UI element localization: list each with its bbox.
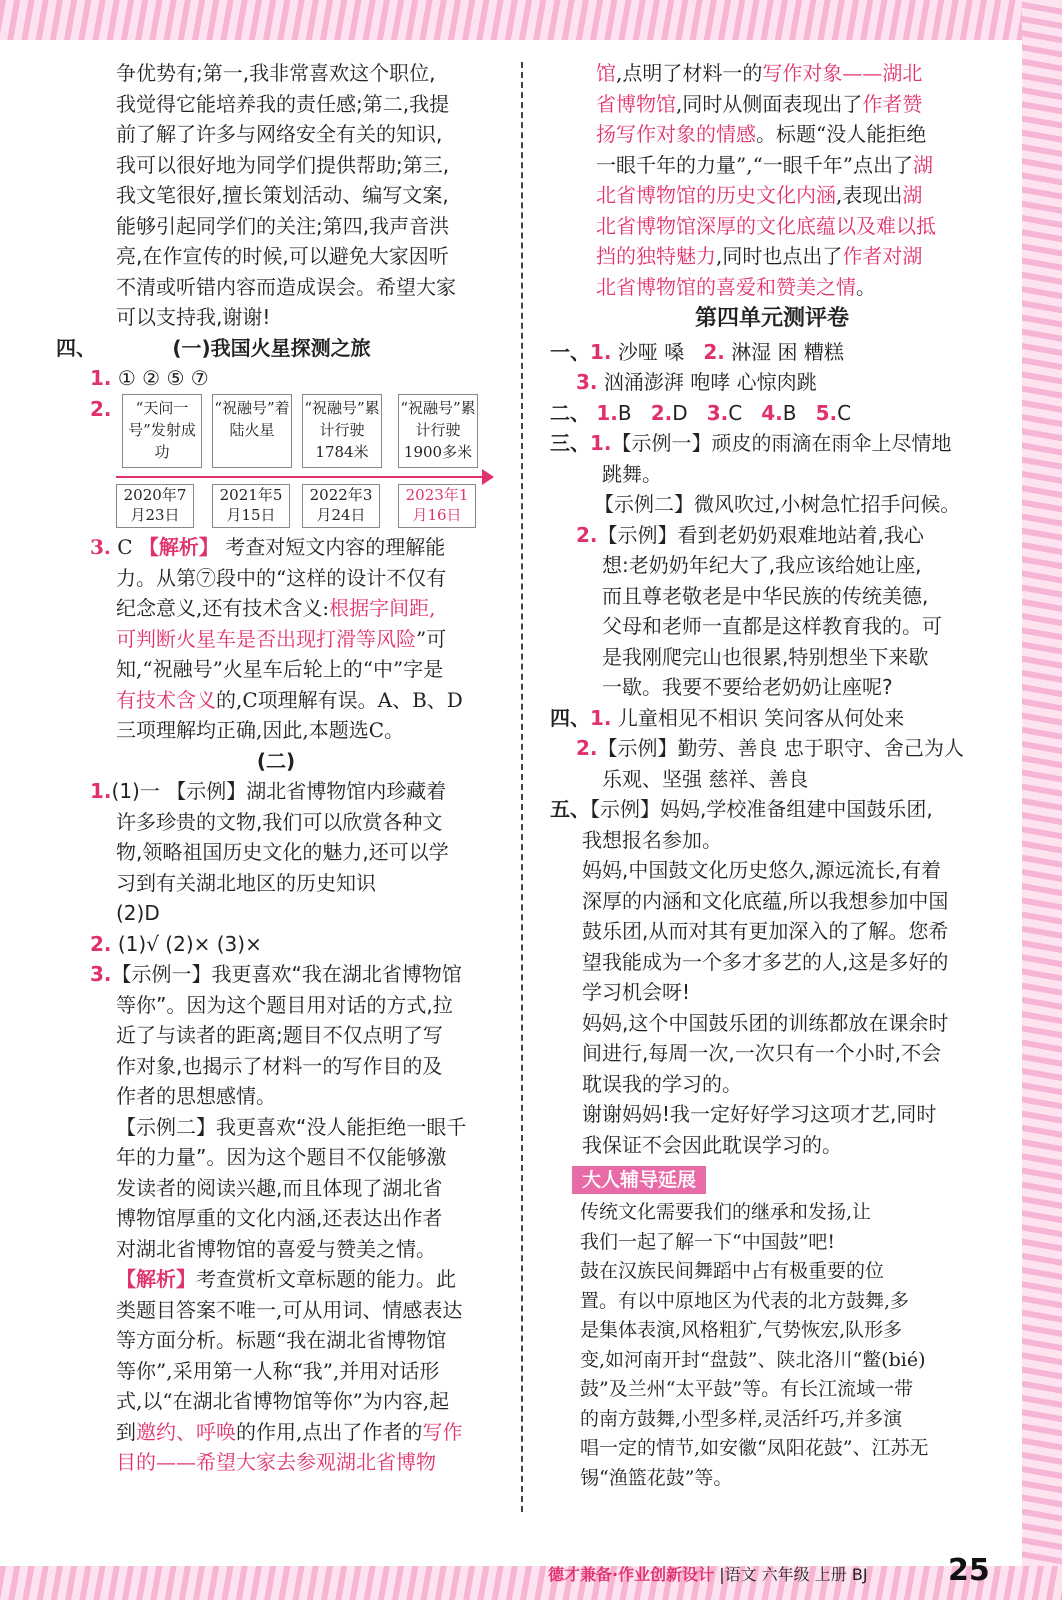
part-1 (550, 337, 994, 398)
text-line: 望我能成为一个多才多艺的人,这是多好的 (582, 949, 949, 974)
essay-continuation (56, 58, 496, 333)
text-line: (1)一 【示例】湖北省博物馆内珍藏着 (111, 779, 447, 803)
timeline-axis (116, 476, 486, 478)
section-label: 二、 (550, 400, 590, 425)
text-line: 年的力量”。因为这个题目不仅能够激 (116, 1145, 447, 1169)
text-line: 我想报名参加。 (582, 827, 722, 852)
text-line: (2)D (116, 901, 160, 925)
highlight-text: 作者对湖 (842, 244, 923, 268)
highlight-text: 目的——希望大家去参观湖北省博物 (116, 1450, 436, 1474)
timeline-event: “祝融号”累计行驶1784米 (302, 394, 382, 468)
text-line: 是集体表演,风格粗犷,气势恢宏,队形多 (580, 1319, 903, 1341)
question-number: 1. (590, 431, 612, 455)
highlight-text: 北省博物馆的历史文化内涵 (596, 183, 836, 207)
question-number: 3. (576, 370, 598, 394)
question-number: 3. (706, 400, 729, 425)
text-line: 父母和老师一直都是这样教育我的。可 (602, 614, 942, 638)
answer-b2 (56, 929, 496, 960)
analysis-tag: 【解析】 (138, 535, 219, 559)
highlight-text: 可判断火星车是否出现打滑等风险 (116, 626, 416, 651)
question-number: 3. (90, 962, 112, 986)
answer-q1 (56, 363, 496, 394)
text-line: 【示例二】微风吹过,小树急忙招手问候。 (594, 492, 961, 516)
left-column (56, 58, 496, 1478)
highlight-text: 有技术含义 (116, 687, 216, 712)
answer-b1 (56, 776, 496, 929)
part-4 (550, 703, 994, 795)
text-line: 等你”,采用第一人称“我”,并用对话形 (116, 1358, 440, 1383)
mars-timeline (116, 394, 496, 524)
arrow-right-icon (482, 469, 494, 485)
text-line: 式,以“在湖北省博物馆等你”为内容,起 (116, 1389, 450, 1413)
text-line: 考查赏析文章标题的能力。此 (196, 1267, 456, 1291)
question-number: 3. (90, 535, 111, 559)
text-line: 【示例】勤劳、善良 忠于职守、舍己为人 (597, 736, 964, 760)
text-line: 到 (116, 1419, 136, 1444)
text-line: 一眼千年的力量”,“一眼千年”点出了 (596, 152, 914, 177)
text-line: 是我刚爬完山也很累,特别想坐下来歇 (602, 644, 929, 669)
answer-b3 (56, 959, 496, 1478)
question-number: 2. (90, 396, 112, 421)
highlight-text: 北省博物馆深厚的文化底蕴以及难以抵 (596, 213, 936, 238)
highlight-text: 省博物馆 (596, 91, 676, 116)
timeline-event: “天问一号”发射成功 (122, 394, 202, 468)
text-line: 我保证不会因此耽误学习的。 (582, 1132, 842, 1157)
text-line: 鼓在汉族民间舞蹈中占有极重要的位 (580, 1260, 885, 1282)
text-line: ,点明了材料一的 (616, 61, 763, 85)
answer-text: C (837, 400, 852, 425)
answer-text: B (782, 400, 797, 425)
answer-text: 沙哑 嗓 (617, 339, 685, 364)
text-line: 对湖北省博物馆的喜爱与赞美之情。 (116, 1236, 436, 1261)
analysis-continuation (550, 58, 994, 302)
text-line: 【示例一】我更喜欢“我在湖北省博物馆 (111, 962, 462, 986)
section-label: 四、 (550, 705, 590, 730)
analysis-tag: 【解析】 (116, 1267, 196, 1291)
subsection-heading: (二) (256, 748, 296, 773)
text-line: 三项理解均正确,因此,本题选C。 (116, 718, 405, 742)
text-line: 作对象,也揭示了材料一的写作目的及 (116, 1053, 443, 1078)
text-line: 【示例一】顽皮的雨滴在雨伞上尽情地 (611, 431, 952, 455)
section-label: 四、 (56, 335, 96, 360)
question-number: 1. (590, 705, 612, 730)
footer-info: |语文 六年级 上册 BJ (719, 1565, 868, 1584)
text-line: 传统文化需要我们的继承和发扬,让 (580, 1201, 872, 1223)
page-number: 25 (948, 1553, 990, 1588)
text-line: 。 (856, 274, 876, 299)
text-line: 的作用,点出了作者的 (236, 1419, 423, 1444)
text-line: 妈妈,这个中国鼓乐团的训练都放在课余时 (582, 1010, 949, 1035)
text-line: 【示例二】我更喜欢“没人能拒绝一眼千 (116, 1114, 467, 1139)
section-title: (一)我国火星探测之旅 (172, 335, 371, 360)
timeline-date: 2022年3月24日 (302, 484, 380, 528)
highlight-text: 挡的独特魅力 (596, 244, 716, 268)
section-label: 三、 (550, 431, 590, 455)
text-line: ”可 (416, 626, 447, 651)
decorative-top-border (0, 0, 1062, 40)
highlight-text: 湖 (902, 183, 923, 207)
answer-text: ① ② ⑤ ⑦ (117, 366, 209, 390)
text-line: 。标题“没人能拒绝 (756, 122, 927, 146)
question-number: 5. (815, 400, 838, 425)
text-line: 近了与读者的距离;题目不仅点明了写 (116, 1023, 443, 1047)
question-number: 2. (703, 339, 725, 364)
timeline-date: 2021年5月15日 (212, 484, 290, 528)
text-line: 置。有以中原地区为代表的北方鼓舞,多 (580, 1289, 910, 1312)
text-line: 而且尊老敬老是中华民族的传统美德, (602, 583, 929, 608)
question-number: 2. (90, 931, 112, 956)
decorative-bottom-border (0, 1566, 1062, 1600)
part-5 (550, 794, 994, 1160)
highlight-text: 根据字间距, (329, 596, 436, 620)
text-line: 学习机会呀! (582, 980, 691, 1004)
text-line: 纪念意义,还有技术含义: (116, 596, 330, 620)
highlight-text: 扬写作对象的情感 (596, 122, 756, 146)
footer-brand: 德才兼备·作业创新设计 (548, 1565, 715, 1584)
text-line: 我们一起了解一下“中国鼓”吧! (580, 1230, 836, 1253)
highlight-text: 邀约、呼唤 (136, 1419, 236, 1444)
text-line: 我可以很好地为同学们提供帮助;第三, (116, 152, 450, 177)
text-line: 想:老奶奶年纪大了,我应该给她让座, (602, 553, 922, 577)
text-line: 考查对短文内容的理解能 (225, 535, 446, 559)
text-line: 谢谢妈妈!我一定好好学习这项才艺,同时 (582, 1102, 937, 1126)
unit-test-title: 第四单元测评卷 (694, 306, 849, 331)
text-line: 等你”。因为这个题目用对话的方式,拉 (116, 992, 453, 1017)
timeline-event: “祝融号”着陆火星 (212, 394, 292, 468)
text-line: 能够引起同学们的关注;第四,我声音洪 (116, 213, 450, 238)
page-footer (548, 1562, 868, 1585)
text-line: 鼓”及兰州“太平鼓”等。有长江流域一带 (580, 1378, 914, 1400)
text-line: 前了解了许多与网络安全有关的知识, (116, 122, 443, 146)
text-line: 锡“渔篮花鼓”等。 (580, 1466, 733, 1489)
answer-q3 (56, 532, 496, 746)
text-line: 发读者的阅读兴趣,而且体现了湖北省 (116, 1175, 443, 1200)
answer-text: 淋湿 困 糟糕 (731, 339, 844, 364)
question-number: 1. (590, 339, 612, 364)
text-line: 类题目答案不唯一,可从用词、情感表达 (116, 1297, 463, 1322)
answer-text: D (672, 400, 688, 425)
text-line: 【示例】看到老奶奶艰难地站着,我心 (597, 522, 924, 547)
parent-guidance-label: 大人辅导延展 (572, 1166, 706, 1194)
timeline-date: 2023年1月16日 (398, 484, 476, 528)
highlight-text: 作者赞 (862, 91, 923, 116)
answer-text: B (617, 400, 632, 425)
text-line: 等方面分析。标题“我在湖北省博物馆 (116, 1328, 447, 1352)
column-divider (521, 62, 523, 1512)
highlight-text: 写作对象——湖北 (762, 61, 923, 85)
answer-text: 汹涌澎湃 咆哮 心惊肉跳 (603, 370, 817, 394)
question-number: 2. (650, 400, 673, 425)
highlight-text: 湖 (913, 152, 934, 177)
text-line: ,表现出 (836, 183, 903, 207)
answer-text: C (728, 400, 743, 425)
part-3 (550, 428, 994, 703)
text-line: ,同时从侧面表现出了 (676, 91, 863, 116)
question-number: 4. (761, 400, 783, 425)
text-line: 乐观、坚强 慈祥、善良 (602, 766, 809, 791)
text-line: 不清或听错内容而造成误会。希望大家 (116, 274, 456, 299)
question-number: 2. (576, 522, 598, 547)
text-line: 许多珍贵的文物,我们可以欣赏各种文 (116, 809, 443, 834)
text-line: ,同时也点出了 (716, 244, 843, 268)
question-number: 1. (90, 366, 112, 390)
text-line: 我文笔很好,擅长策划活动、编写文案, (116, 183, 449, 207)
text-line: 作者的思想感情。 (116, 1084, 276, 1108)
timeline-date: 2020年7月23日 (116, 484, 194, 528)
text-line: 一歇。我要不要给老奶奶让座呢? (602, 675, 893, 699)
text-line: 妈妈,中国鼓文化历史悠久,源远流长,有着 (582, 858, 942, 882)
part-2 (550, 398, 994, 429)
text-line: 耽误我的学习的。 (582, 1071, 742, 1096)
text-line: 跳舞。 (602, 461, 662, 486)
text-line: 的,C项理解有误。A、B、D (216, 687, 463, 712)
text-line: 争优势有;第一,我非常喜欢这个职位, (116, 61, 436, 85)
text-line: 博物馆厚重的文化内涵,还表达出作者 (116, 1206, 443, 1230)
text-line: 物,领略祖国历史文化的魅力,还可以学 (116, 840, 449, 864)
section-label: 一、 (550, 339, 590, 364)
decorative-right-border (1022, 0, 1062, 1600)
text-line: 习到有关湖北地区的历史知识 (116, 870, 376, 895)
highlight-text: 写作 (422, 1419, 463, 1444)
section-4-heading (56, 333, 496, 364)
text-line: 亮,在作宣传的时候,可以避免大家因听 (116, 244, 449, 268)
text-line: 间进行,每周一次,一次只有一个小时,不会 (582, 1041, 942, 1065)
text-line: 鼓乐团,从而对其有更加深入的了解。您希 (582, 919, 949, 943)
text-line: 力。从第⑦段中的“这样的设计不仅有 (116, 565, 447, 590)
answer-text: (1)√ (2)× (3)× (117, 931, 262, 956)
answer-text: 儿童相见不相识 笑问客从何处来 (617, 705, 905, 730)
question-number: 2. (576, 736, 598, 760)
text-line: 知,“祝融号”火星车后轮上的“中”字是 (116, 657, 444, 681)
right-column (550, 58, 994, 1493)
text-line: 唱一定的情节,如安徽“凤阳花鼓”、江苏无 (580, 1437, 929, 1459)
section-label: 五、 (550, 797, 590, 821)
text-line: 的南方鼓舞,小型多样,灵活纤巧,并多演 (580, 1407, 903, 1430)
question-number: 1. (596, 400, 618, 425)
text-line: 可以支持我,谢谢! (116, 305, 271, 329)
text-line: 变,如河南开封“盘鼓”、陕北洛川“鳖(bié) (580, 1348, 926, 1371)
answer-text: C (117, 535, 133, 559)
question-number: 1. (90, 779, 112, 803)
text-line: 【示例】妈妈,学校准备组建中国鼓乐团, (590, 797, 933, 821)
text-line: 深厚的内涵和文化底蕴,所以我想参加中国 (582, 888, 949, 913)
highlight-text: 馆 (596, 61, 616, 85)
text-line: 我觉得它能培养我的责任感;第二,我提 (116, 91, 450, 116)
parent-guidance-text (550, 1198, 994, 1493)
timeline-event: “祝融号”累计行驶1900多米 (398, 394, 478, 468)
highlight-text: 北省博物馆的喜爱和赞美之情 (596, 274, 856, 299)
